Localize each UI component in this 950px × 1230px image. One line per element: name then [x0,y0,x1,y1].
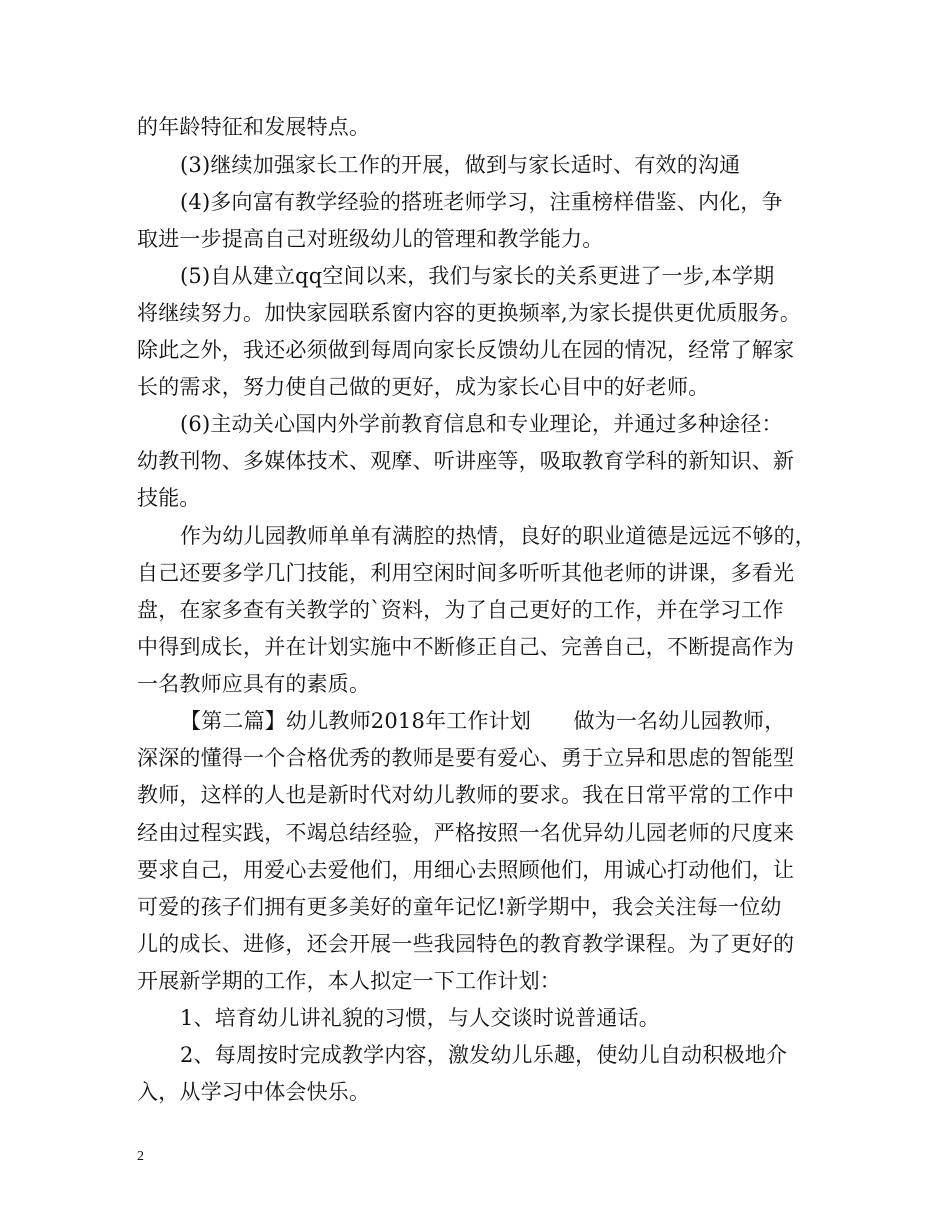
text-line: 的年龄特征和发展特点。 [137,115,371,139]
text-line: 教师，这样的人也是新时代对幼儿教师的要求。我在日常平常的工作中 [137,783,795,807]
text-line: 可爱的孩子们拥有更多美好的童年记忆!新学期中，我会关注每一位幼 [137,895,782,919]
list-item-line: 2、每周按时完成教学内容，激发幼儿乐趣，使幼儿自动积极地介 [180,1043,788,1067]
text-line: 儿的成长、进修，还会开展一些我园特色的教育教学课程。为了更好的 [137,932,795,956]
text-line: (6)主动关心国内外学前教育信息和专业理论，并通过多种途径： [180,412,783,436]
text-line: 一名教师应具有的素质。 [137,672,371,696]
text-line: 技能。 [137,486,201,510]
text-line: (3)继续加强家长工作的开展，做到与家长适时、有效的沟通 [180,153,741,177]
text-line: 经由过程实践，不竭总结经验，严格按照一名优异幼儿园老师的尺度来 [137,821,795,845]
text-line: 中得到成长，并在计划实施中不断修正自己、完善自己，不断提高作为 [137,635,795,659]
section-heading-line: 【第二篇】幼儿教师2018年工作计划 做为一名幼儿园教师， [180,709,786,733]
text-line: 盘，在家多查有关教学的`资料，为了自己更好的工作，并在学习工作 [137,598,784,622]
text-line: 将继续努力。加快家园联系窗内容的更换频率,为家长提供更优质服务。 [137,301,802,325]
text-line: 作为幼儿园教师单单有满腔的热情，良好的职业道德是远远不够的， [180,524,816,548]
text-line: 自己还要多学几门技能，利用空闲时间多听听其他老师的讲课，多看光 [137,561,795,585]
text-line: 开展新学期的工作，本人拟定一下工作计划： [137,969,561,993]
text-line: 要求自己，用爱心去爱他们，用细心去照顾他们，用诚心打动他们，让 [137,858,795,882]
text-line: (5)自从建立qq空间以来，我们与家长的关系更进了一步,本学期 [180,264,775,288]
text-line: 入，从学习中体会快乐。 [137,1080,371,1104]
page-number: 2 [137,1149,144,1164]
text-line: 长的需求，努力使自己做的更好，成为家长心目中的好老师。 [137,375,710,399]
text-line: 取进一步提高自己对班级幼儿的管理和教学能力。 [137,227,604,251]
list-item-line: 1、培育幼儿讲礼貌的习惯，与人交谈时说普通话。 [180,1006,660,1030]
text-line: 幼教刊物、多媒体技术、观摩、听讲座等，吸取教育学科的新知识、新 [137,449,795,473]
text-line: 深深的懂得一个合格优秀的教师是要有爱心、勇于立异和思虑的智能型 [137,746,795,770]
text-line: (4)多向富有教学经验的搭班老师学习，注重榜样借鉴、内化，争 [180,190,783,214]
text-line: 除此之外，我还必须做到每周向家长反馈幼儿在园的情况，经常了解家 [137,338,795,362]
